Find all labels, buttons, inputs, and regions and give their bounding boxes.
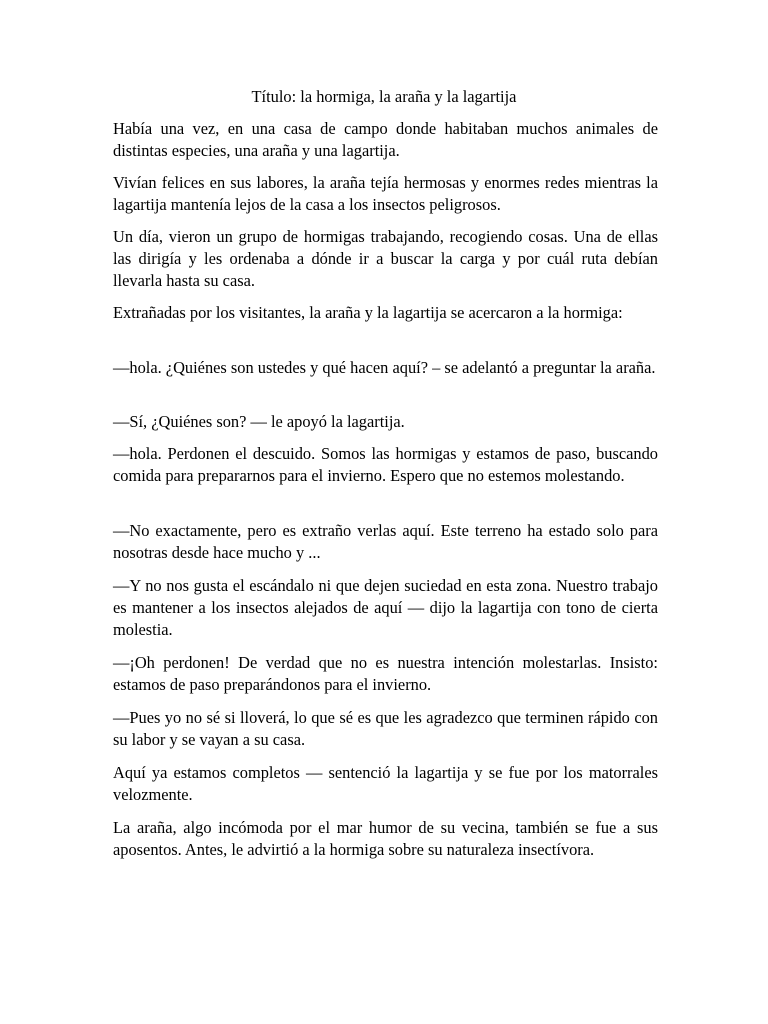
paragraph-9: —Y no nos gusta el escándalo ni que dejen suciedad en esta zona. Nuestro trabajo es mantener a los insectos alejados de aquí — dijo la lagartija con tono de cierta molestia. (113, 576, 658, 639)
document-title: Título: la hormiga, la araña y la lagartija (251, 87, 517, 106)
paragraph-5: —hola. ¿Quiénes son ustedes y qué hacen aquí? – se adelantó a preguntar la araña. (113, 358, 656, 377)
paragraph-13: La araña, algo incómoda por el mar humor de su vecina, también se fue a sus aposentos. Antes, le advirtió a la hormiga sobre su naturaleza insectívora. (113, 818, 658, 859)
paragraph-7: —hola. Perdonen el descuido. Somos las hormigas y estamos de paso, buscando comida para prepararnos para el invierno. Espero que no estemos molestando. (113, 444, 658, 485)
paragraph-3: Un día, vieron un grupo de hormigas trabajando, recogiendo cosas. Una de ellas las dirigía y les ordenaba a dónde ir a buscar la carga y por cuál ruta debían llevarla hasta su casa. (113, 227, 658, 290)
paragraph-2: Vivían felices en sus labores, la araña tejía hermosas y enormes redes mientras la lagartija mantenía lejos de la casa a los insectos peligrosos. (113, 173, 658, 214)
paragraph-10: —¡Oh perdonen! De verdad que no es nuestra intención molestarlas. Insisto: estamos de paso preparándonos para el invierno. (113, 653, 658, 694)
paragraph-6: —Sí, ¿Quiénes son? — le apoyó la lagartija. (113, 412, 405, 431)
paragraph-8: —No exactamente, pero es extraño verlas aquí. Este terreno ha estado solo para nosotras desde hace mucho y ... (113, 521, 658, 562)
paragraph-11: —Pues yo no sé si lloverá, lo que sé es que les agradezco que terminen rápido con su labor y se vayan a su casa. (113, 708, 658, 749)
paragraph-1: Había una vez, en una casa de campo donde habitaban muchos animales de distintas especies, una araña y una lagartija. (113, 119, 658, 160)
paragraph-4: Extrañadas por los visitantes, la araña y la lagartija se acercaron a la hormiga: (113, 303, 623, 322)
paragraph-12: Aquí ya estamos completos — sentenció la lagartija y se fue por los matorrales velozmente. (113, 763, 658, 804)
